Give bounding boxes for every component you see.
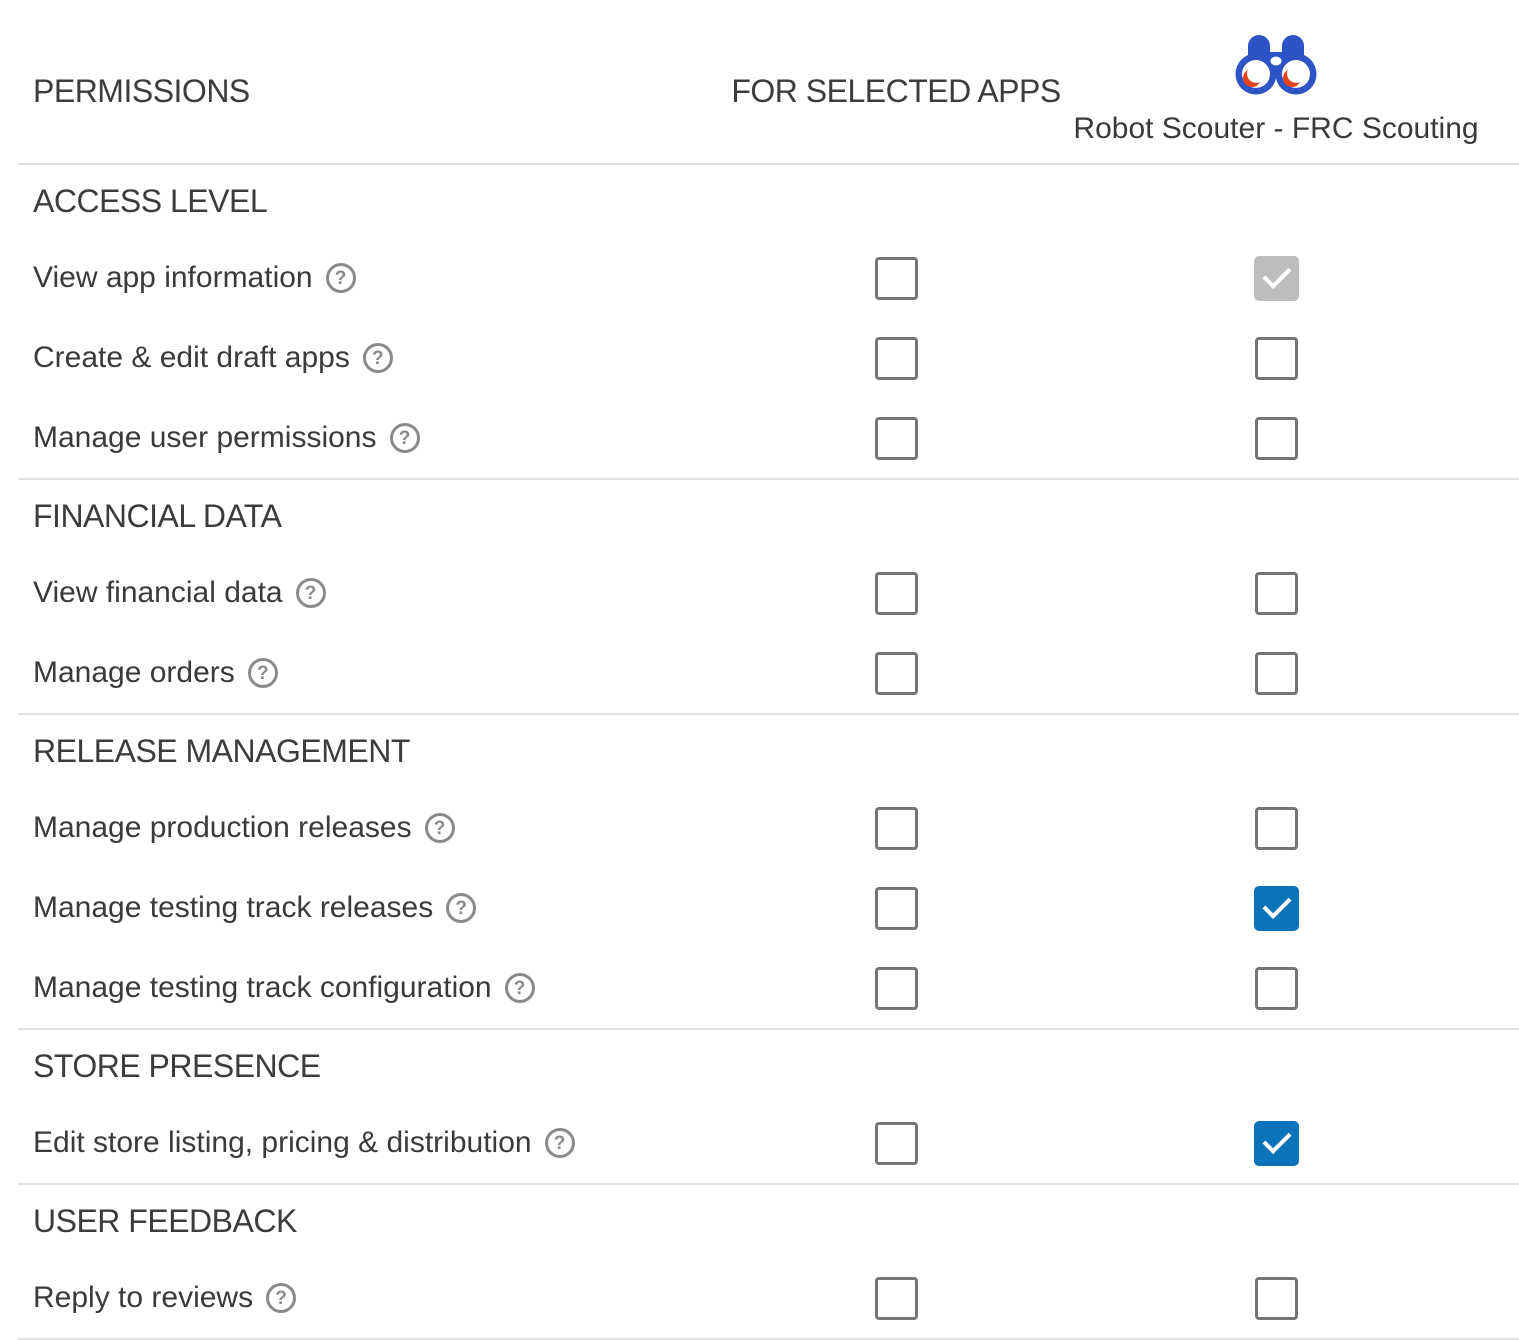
checkbox-selected-apps[interactable] [875,337,918,380]
section-title-financial-data: FINANCIAL DATA [33,498,282,534]
table-row [0,788,1519,868]
section-title-release-management: RELEASE MANAGEMENT [33,733,410,769]
permission-label: Edit store listing, pricing & distribution [33,1126,532,1159]
checkbox-selected-apps[interactable] [875,807,918,850]
help-icon[interactable]: ? [446,893,476,923]
table-row [0,318,1519,398]
permission-label: Manage testing track releases [33,891,434,924]
help-icon[interactable]: ? [266,1283,296,1313]
checkbox-selected-apps[interactable] [875,257,918,300]
help-icon[interactable]: ? [390,423,420,453]
checkbox-app[interactable] [1255,652,1298,695]
checkbox-app[interactable] [1254,886,1299,931]
checkbox-selected-apps[interactable] [875,1277,918,1320]
checkbox-app[interactable] [1255,417,1298,460]
checkbox-app[interactable] [1255,1277,1298,1320]
permission-label: Reply to reviews [33,1281,254,1314]
permission-label: Manage testing track configuration [33,971,492,1004]
help-icon[interactable]: ? [545,1128,575,1158]
checkbox-app[interactable] [1255,807,1298,850]
checkbox-app [1254,256,1299,301]
app-column-header: Robot Scouter - FRC Scouting [1073,112,1479,145]
table-row [0,1258,1519,1338]
checkbox-selected-apps[interactable] [875,652,918,695]
checkbox-app[interactable] [1254,1121,1299,1166]
permission-label: Create & edit draft apps [33,341,350,374]
help-icon[interactable]: ? [425,813,455,843]
table-row [0,398,1519,478]
checkbox-selected-apps[interactable] [875,1122,918,1165]
permission-label: View app information [33,261,313,294]
checkbox-app[interactable] [1255,967,1298,1010]
checkbox-selected-apps[interactable] [875,572,918,615]
help-icon[interactable]: ? [326,263,356,293]
help-icon[interactable]: ? [296,578,326,608]
checkbox-app[interactable] [1255,337,1298,380]
section-title-store-presence: STORE PRESENCE [33,1048,321,1084]
table-header [0,0,1519,163]
permission-label: Manage orders [33,656,235,689]
section-title-user-feedback: USER FEEDBACK [33,1203,297,1239]
table-row [0,553,1519,633]
checkbox-selected-apps[interactable] [875,887,918,930]
permissions-column-header: PERMISSIONS [33,73,250,109]
table-row [0,238,1519,318]
permission-label: Manage production releases [33,811,412,844]
help-icon[interactable]: ? [363,343,393,373]
permission-label: Manage user permissions [33,421,377,454]
permission-label: View financial data [33,576,283,609]
checkbox-app[interactable] [1255,572,1298,615]
binoculars-icon [1235,32,1317,101]
help-icon[interactable]: ? [505,973,535,1003]
help-icon[interactable]: ? [248,658,278,688]
section-title-access-level: ACCESS LEVEL [33,183,268,219]
checkbox-selected-apps[interactable] [875,967,918,1010]
table-row [0,948,1519,1028]
table-row [0,1103,1519,1183]
selected-apps-column-header: FOR SELECTED APPS [731,73,1061,109]
checkbox-selected-apps[interactable] [875,417,918,460]
table-row [0,868,1519,948]
table-row [0,633,1519,713]
